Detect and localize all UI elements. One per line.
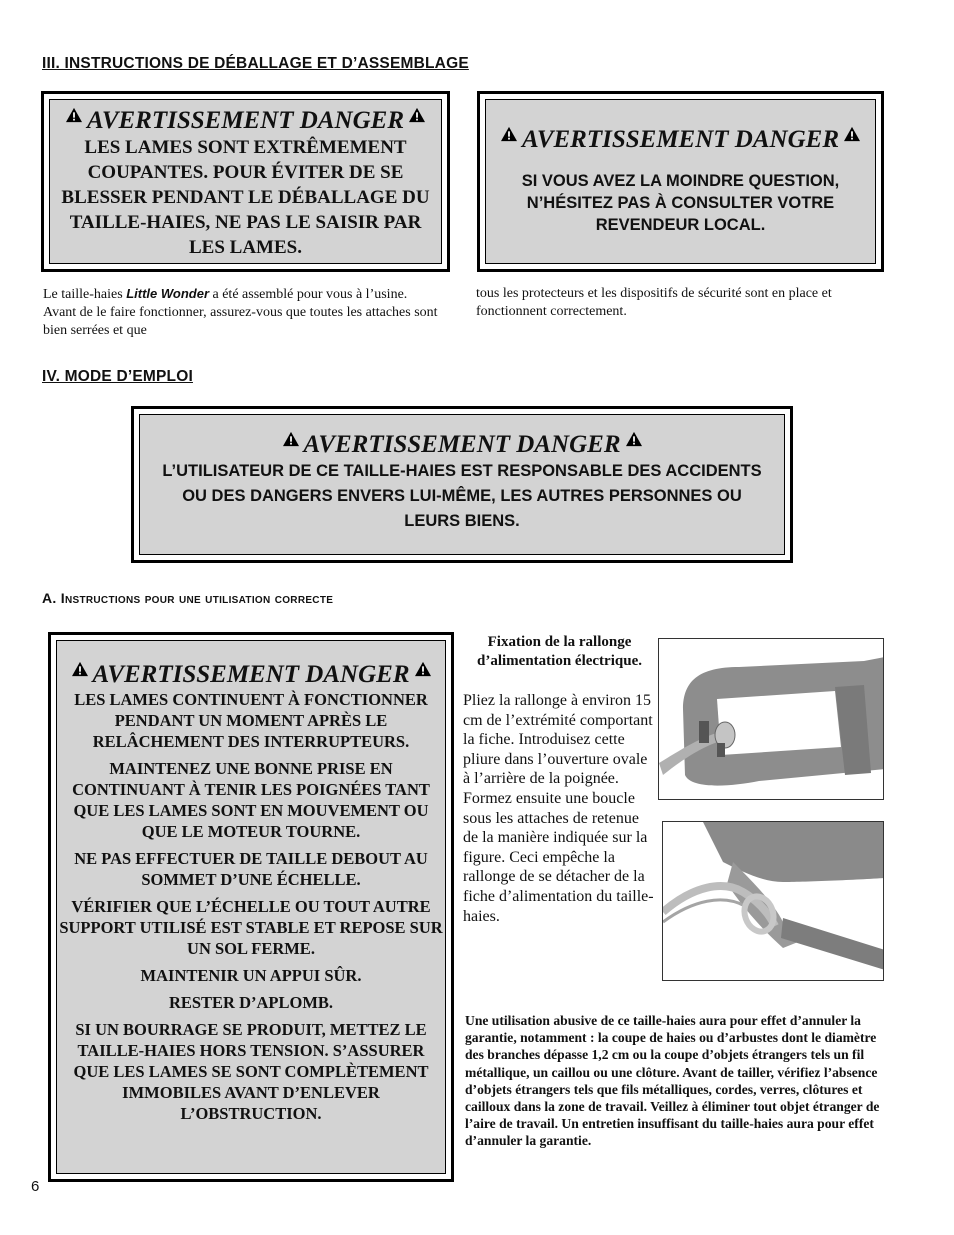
warning-paragraph: SI UN BOURRAGE SE PRODUIT, METTEZ LE TAILLE-HAIES HORS TENSION. S’ASSURER QUE LES LAMES SE SONT COMPLÈTEMENT IMMOBILES AVANT D’ENLEVER L’OBSTRUCTION. [73, 1020, 429, 1123]
warning-paragraph: NE PAS EFFECTUER DE TAILLE DEBOUT AU SOMMET D’UNE ÉCHELLE. [74, 849, 428, 889]
handle-photo-2 [662, 821, 884, 981]
warning-title [486, 126, 875, 154]
section-heading-4: IV. MODE D’EMPLOI [42, 368, 193, 385]
subsection-heading-a: A. Instructions pour une utilisation correcte [42, 590, 334, 606]
warning-paragraph: RESTER D’APLOMB. [168, 993, 334, 1012]
warning-box-questions [477, 91, 884, 272]
warning-title [57, 661, 445, 689]
warning-title [140, 431, 784, 459]
warning-paragraph: VÉRIFIER QUE L’ÉCHELLE OU TOUT AUTRE SUPPORT UTILISÉ EST STABLE ET REPOSE SUR UN SOL FERME. [59, 897, 443, 958]
warning-title-text: AVERTISSEMENT DANGER [303, 431, 621, 458]
assembly-paragraph-right: tous les protecteurs et les dispositifs de sécurité sont en place et fonctionnent correctement. [476, 286, 832, 319]
warning-paragraph: MAINTENEZ UNE BONNE PRISE EN CONTINUANT À TENIR LES POIGNÉES TANT QUE LES LAMES SONT EN MOUVEMENT OU QUE LE MOTEUR TOURNE. [72, 759, 430, 841]
assembly-text-end: a été assemblé pour vous à l’usine. Avant de le faire fonctionner, assurez-vous que toutes les attaches sont bien serrées et que [43, 287, 438, 338]
section-heading-3: III. INSTRUCTIONS DE DÉBALLAGE ET D’ASSEMBLAGE [42, 55, 469, 72]
warning-text: L’UTILISATEUR DE CE TAILLE-HAIES EST RESPONSABLE DES ACCIDENTS OU DES DANGERS ENVERS LUI-MÊME, LES AUTRES PERSONNES OU LEURS BIENS. [162, 462, 762, 530]
warning-title [50, 107, 441, 135]
warning-title-text: AVERTISSEMENT DANGER [87, 107, 404, 134]
warning-box-panel [485, 99, 876, 264]
brand-name: Little Wonder [126, 286, 209, 301]
cord-instructions: Pliez la rallonge à environ 15 cm de l’extrémité comportant la fiche. Introduisez cette pliure dans l’ouverture ovale à l’arrière de la poignée. Formez ensuite une boucle sous les attaches de retenue de la manière indiquée sur la figure. Ceci empêche la rallonge de se détacher de la fiche d’alimentation du taille-haies. [463, 692, 654, 925]
warning-box-panel [49, 99, 442, 264]
warning-triangle-icon [843, 126, 861, 142]
warning-box-panel [139, 414, 785, 555]
warning-triangle-icon [65, 107, 83, 123]
warning-box-unpacking [41, 91, 450, 272]
warning-title-text: AVERTISSEMENT DANGER [522, 126, 839, 153]
assembly-paragraph-left [43, 285, 438, 340]
warning-paragraphs [59, 689, 443, 1124]
assembly-text-start: Le taille-haies [43, 287, 127, 302]
warning-paragraph: LES LAMES CONTINUENT À FONCTIONNER PENDANT UN MOMENT APRÈS LE RELÂCHEMENT DES INTERRUPTEURS. [74, 690, 428, 751]
warning-box-panel [56, 640, 446, 1174]
warning-text: LES LAMES SONT EXTRÊMEMENT COUPANTES. POUR ÉVITER DE SE BLESSER PENDANT LE DÉBALLAGE DU TAILLE-HAIES, NE PAS LE SAISIR PAR LES LAMES. [61, 137, 430, 258]
warning-triangle-icon [414, 661, 432, 677]
warning-box-responsibility [131, 406, 793, 563]
cord-heading: Fixation de la rallonge d’alimentation électrique. [477, 634, 642, 669]
warning-triangle-icon [71, 661, 89, 677]
warning-title-text: AVERTISSEMENT DANGER [92, 661, 410, 688]
hedge-trimmer-handle-image [659, 639, 884, 800]
handle-photo-1 [658, 638, 884, 800]
page-number: 6 [31, 1178, 40, 1195]
warning-triangle-icon [282, 431, 300, 447]
warning-triangle-icon [500, 126, 518, 142]
warranty-note: Une utilisation abusive de ce taille-haies aura pour effet d’annuler la garantie, notamment : la coupe de haies ou d’arbustes dont le diamètre des branches dépasse 1,2 cm ou la coupe d’objets étrangers tels un fil métallique, un caillou ou une clôture. Avant de tailler, vérifiez l’absence d’objets étrangers tels que fils métalliques, cordes, verres, clôtures et cailloux dans la zone de travail. Veillez à éliminer tout objet étranger de l’aire de travail. Un entretien insuffisant du taille-haies aura pour effet d’annuler la garantie. [465, 1013, 880, 1149]
warning-paragraph: MAINTENIR UN APPUI SÛR. [140, 966, 362, 985]
cord-loop-image [663, 822, 884, 981]
warning-triangle-icon [625, 431, 643, 447]
warning-box-usage [48, 632, 454, 1182]
warning-triangle-icon [408, 107, 426, 123]
warning-text: SI VOUS AVEZ LA MOINDRE QUESTION, N’HÉSITEZ PAS À CONSULTER VOTRE REVENDEUR LOCAL. [521, 172, 840, 234]
